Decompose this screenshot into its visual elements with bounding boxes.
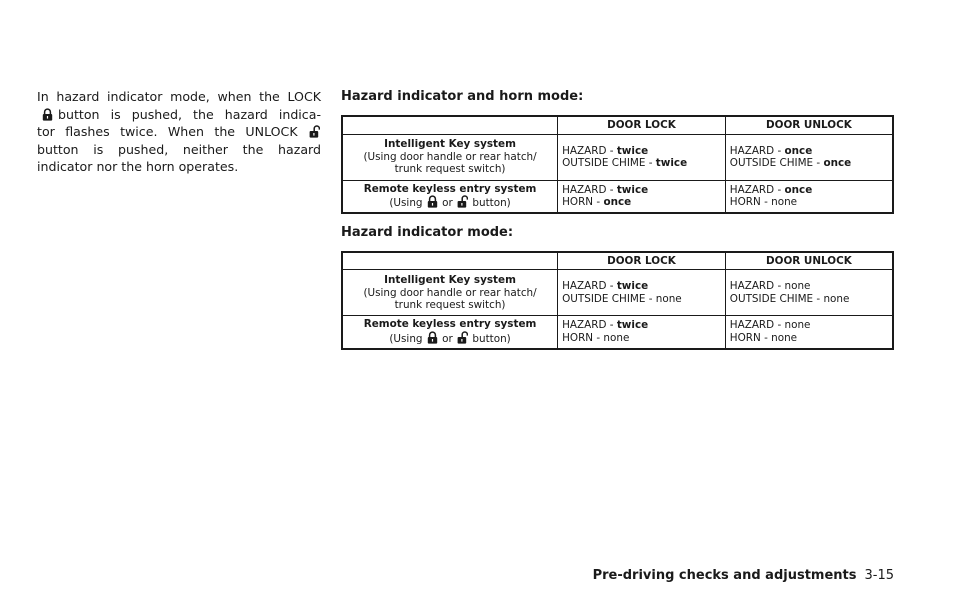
cell-lock: HAZARD - twice OUTSIDE CHIME - none: [558, 270, 726, 316]
intro-line-4: button is pushed, neither the hazard: [37, 141, 321, 157]
cell-unlock: HAZARD - once OUTSIDE CHIME - once: [725, 134, 893, 180]
table-row: [342, 180, 893, 213]
header-blank: [342, 116, 558, 134]
row-label-remote-keyless: Remote keyless entry system (Using or button): [342, 316, 558, 349]
unlock-icon: [457, 195, 468, 208]
unlock-icon: [309, 125, 320, 138]
lock-icon: [42, 108, 53, 121]
cell-lock: HAZARD - twice HORN - none: [558, 316, 726, 349]
section-title-hazard: Hazard indicator mode:: [341, 224, 514, 240]
section-title-hazard-horn: Hazard indicator and horn mode:: [341, 89, 584, 104]
page-number: 3-15: [864, 568, 894, 583]
row-label-remote-keyless: Remote keyless entry system (Using or button): [342, 180, 558, 213]
cell-unlock: HAZARD - once HORN - none: [725, 180, 893, 213]
modes-column: [341, 88, 894, 350]
intro-paragraph: [37, 88, 321, 176]
intro-line-3: tor flashes twice. When the UNLOCK: [37, 124, 298, 139]
hazard-horn-mode-table: [341, 115, 894, 214]
table-header-row: [342, 252, 893, 270]
table-row: [342, 134, 893, 180]
header-door-lock: DOOR LOCK: [558, 252, 726, 270]
header-door-unlock: DOOR UNLOCK: [725, 252, 893, 270]
table-row: [342, 316, 893, 349]
intro-line-2: button is pushed, the hazard indica-: [58, 106, 321, 122]
row-label-intelligent-key: Intelligent Key system (Using door handle or rear hatch/ trunk request switch): [363, 273, 537, 312]
hazard-mode-table: [341, 251, 894, 350]
intro-line-1: In hazard indicator mode, when the LOCK: [37, 89, 321, 104]
table-row: [342, 270, 893, 316]
lock-icon: [427, 195, 438, 208]
intro-line-5: indicator nor the horn operates.: [37, 159, 239, 174]
cell-unlock: HAZARD - none HORN - none: [725, 316, 893, 349]
footer-section-title: Pre-driving checks and adjustments: [592, 568, 857, 583]
page-footer: [593, 568, 894, 583]
header-blank: [342, 252, 558, 270]
table-header-row: [342, 116, 893, 134]
cell-unlock: HAZARD - none OUTSIDE CHIME - none: [725, 270, 893, 316]
unlock-icon: [457, 331, 468, 344]
cell-lock: HAZARD - twice HORN - once: [558, 180, 726, 213]
header-door-lock: DOOR LOCK: [558, 116, 726, 134]
row-label-intelligent-key: Intelligent Key system (Using door handle or rear hatch/ trunk request switch): [363, 138, 537, 176]
lock-icon: [427, 331, 438, 344]
cell-lock: HAZARD - twice OUTSIDE CHIME - twice: [558, 134, 726, 180]
header-door-unlock: DOOR UNLOCK: [725, 116, 893, 134]
